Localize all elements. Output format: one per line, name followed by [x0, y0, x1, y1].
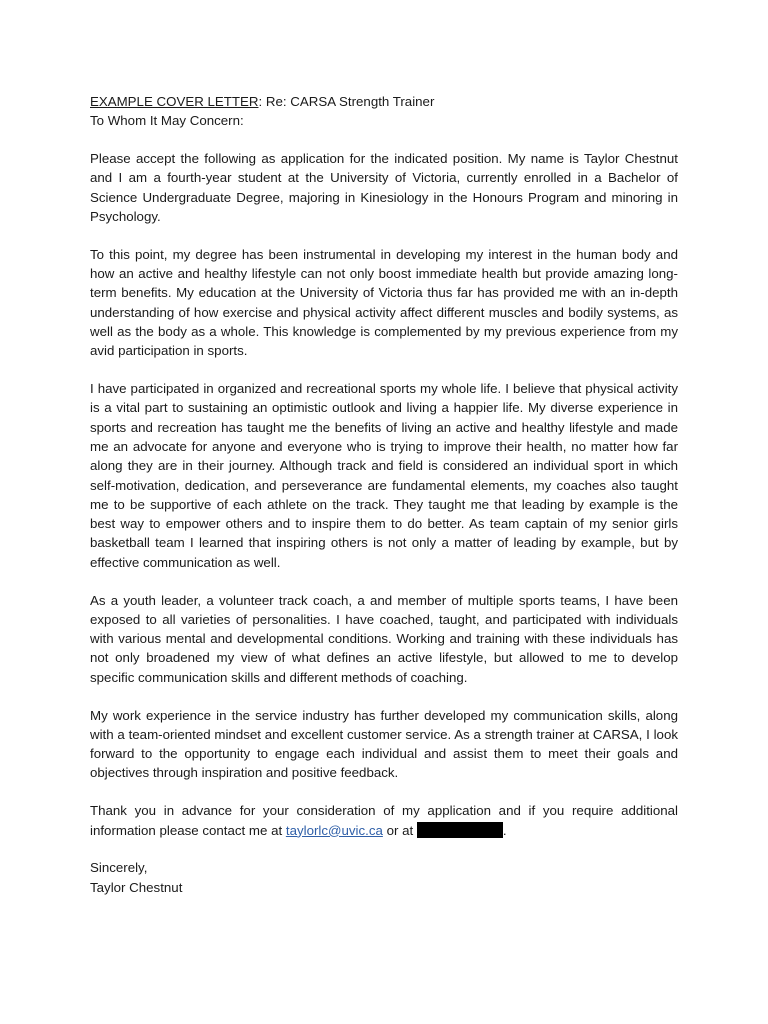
letter-heading	[90, 92, 678, 111]
closing-text-before: Thank you in advance for your consideration of my application and if you require additional information please contact me at	[90, 803, 678, 838]
salutation: To Whom It May Concern:	[90, 113, 244, 129]
email-link[interactable]: taylorlc@uvic.ca	[285, 822, 383, 838]
paragraph-education: To this point, my degree has been instrumental in developing my interest in the human body and how an active and healthy lifestyle can not only boost immediate health but provide amazing long-term benefits. My education at the University of Victoria thus far has provided me with an in-depth understanding of how exercise and physical activity affect different muscles and bodily systems, as well as the body as a whole. This knowledge is complemented by my previous experience from my avid participation in sports.	[90, 246, 678, 359]
paragraph-work-experience: My work experience in the service industry has further developed my communication skills, along with a team-oriented mindset and excellent customer service. As a strength trainer at CARSA, I look forward to the opportunity to engage each individual and assist them to meet their goals and objectives through inspiration and positive feedback.	[90, 707, 678, 781]
paragraph-sports: I have participated in organized and recreational sports my whole life. I believe that physical activity is a vital part to sustaining an optimistic outlook and living a happier life. My diverse experience in sports and recreation has taught me the benefits of living an active and healthy lifestyle and made me an advocate for anyone and everyone who is trying to improve their health, no matter how far along they are in their journey. Although track and field is considered an individual sport in which self-motivation, dedication, and perseverance are fundamental elements, my coaches also taught me to be supportive of each athlete on the track. They taught me that leading by example is the best way to empower others and to inspire them to do better. As team captain of my senior girls basketball team I learned that inspiring others is not only a matter of leading by example, but by effective communication as well.	[90, 381, 678, 570]
redacted-phone-number	[417, 822, 503, 838]
paragraph-intro: Please accept the following as application for the indicated position. My name is Taylor Chestnut and I am a fourth-year student at the University of Victoria, currently enrolled in a Bachelor of Science Undergraduate Degree, majoring in Kinesiology in the Honours Program and minoring in Psychology.	[90, 151, 678, 224]
closing-text-after: .	[502, 822, 507, 838]
paragraph-leadership: As a youth leader, a volunteer track coach, a and member of multiple sports teams, I have been exposed to all varieties of personalities. I have coached, taught, and participated with individuals with various mental and developmental conditions. Working and training with these individuals has not only broadened my view of what defines an active lifestyle, but allowed to me to develop specific communication skills and different methods of coaching.	[90, 592, 678, 685]
closing-text-middle: or at	[382, 822, 417, 838]
valediction: Sincerely,	[90, 860, 148, 876]
signature-name: Taylor Chestnut	[90, 879, 183, 895]
cover-letter-document	[90, 92, 678, 897]
letter-subject: : Re: CARSA Strength Trainer	[258, 94, 435, 109]
example-cover-letter-label: EXAMPLE COVER LETTER	[90, 94, 259, 109]
paragraph-closing	[90, 801, 678, 840]
